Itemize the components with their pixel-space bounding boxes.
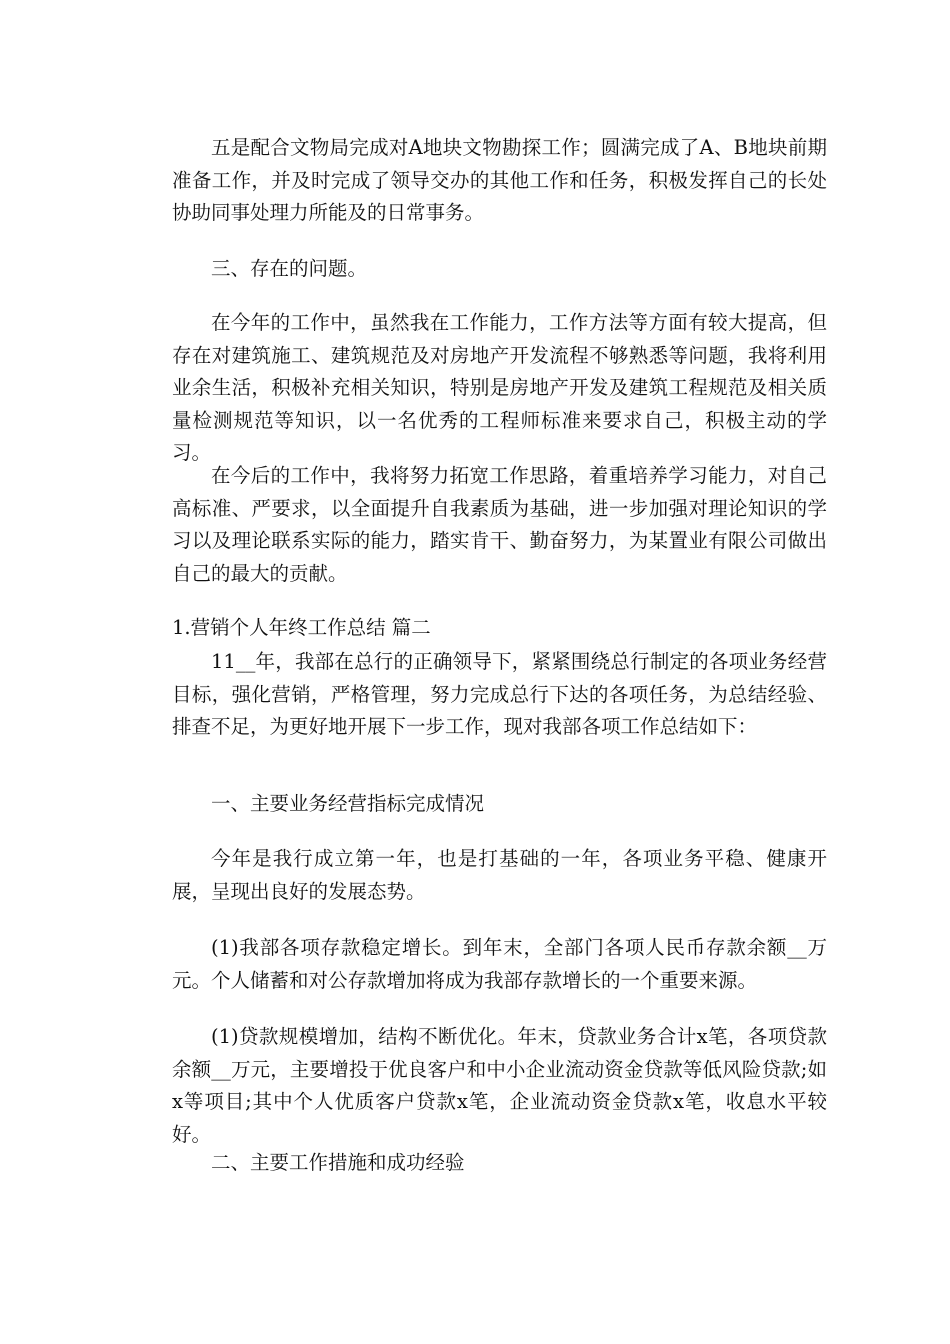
heading-main-measures: 二、主要工作措施和成功经验 xyxy=(211,1151,465,1174)
paragraph-first-year-overview: 今年是我行成立第一年，也是打基础的一年，各项业务平稳、健康开展，呈现出良好的发展态势。 xyxy=(172,847,827,903)
heading-existing-problems: 三、存在的问题。 xyxy=(211,257,368,280)
paragraph-problems-detail: 在今年的工作中，虽然我在工作能力，工作方法等方面有较大提高，但存在对建筑施工、建筑规范及对房地产开发流程不够熟悉等问题，我将利用业余生活，积极补充相关知识，特别是房地产开发及建筑工程规范及相关质量检测规范等知识，以一名优秀的工程师标准来要求自己，积极主动的学习。 xyxy=(172,311,827,464)
paragraph-loan-growth: (1)贷款规模增加，结构不断优化。年末，贷款业务合计x笔，各项贷款余额__万元，主要增投于优良客户和中小企业流动资金贷款等低风险贷款;如x等项目;其中个人优质客户贷款x笔，企业流动资金贷款x笔，收息水平较好。 xyxy=(172,1025,827,1146)
paragraph-future-work: 在今后的工作中，我将努力拓宽工作思路，着重培养学习能力，对自己高标准、严要求，以全面提升自我素质为基础，进一步加强对理论知识的学习以及理论联系实际的能力，踏实肯干、勤奋努力，为某置业有限公司做出自己的最大的贡献。 xyxy=(172,464,827,585)
heading-main-indicators: 一、主要业务经营指标完成情况 xyxy=(211,792,485,815)
paragraph-annual-intro: 11__年，我部在总行的正确领导下，紧紧围绕总行制定的各项业务经营目标，强化营销，严格管理，努力完成总行下达的各项任务，为总结经验、排查不足，为更好地开展下一步工作，现对我部各项工作总结如下： xyxy=(172,650,827,738)
paragraph-deposit-growth: (1)我部各项存款稳定增长。到年末，全部门各项人民币存款余额__万元。个人储蓄和对公存款增加将成为我部存款增长的一个重要来源。 xyxy=(172,936,827,992)
heading-marketing-summary-part-two: 1.营销个人年终工作总结 篇二 xyxy=(172,616,431,639)
paragraph-archaeology-work: 五是配合文物局完成对A地块文物勘探工作；圆满完成了A、B地块前期准备工作，并及时完成了领导交办的其他工作和任务，积极发挥自己的长处协助同事处理力所能及的日常事务。 xyxy=(172,136,827,224)
